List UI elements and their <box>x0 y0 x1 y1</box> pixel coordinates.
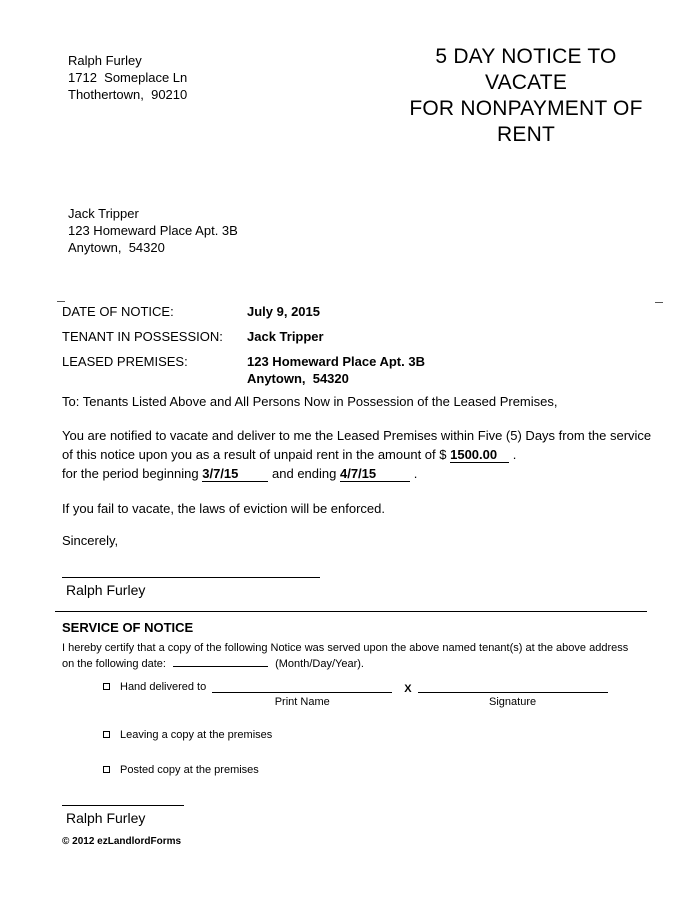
date-of-notice-label: DATE OF NOTICE: <box>62 304 174 319</box>
amount-suffix: . <box>512 447 517 462</box>
field-row-date-of-notice <box>62 303 425 320</box>
landlord-address-line2: Thothertown, 90210 <box>68 87 188 102</box>
print-name-field <box>212 681 392 709</box>
service-of-notice-heading: SERVICE OF NOTICE <box>62 620 194 635</box>
eviction-line: If you fail to vacate, the laws of eviction will be enforced. <box>62 501 386 516</box>
posted-copy-label: Posted copy at the premises <box>120 764 259 776</box>
end-date-blank: 4/7/15 <box>340 466 410 482</box>
signature-blank <box>418 681 608 693</box>
period-text-2: and ending <box>272 466 337 481</box>
tenant-in-possession-label: TENANT IN POSSESSION: <box>62 329 223 344</box>
server-signature-name: Ralph Furley <box>66 810 146 826</box>
landlord-name: Ralph Furley <box>68 53 142 68</box>
landlord-address-block <box>68 52 187 103</box>
landlord-signature-name: Ralph Furley <box>66 582 146 598</box>
fold-mark-left <box>57 301 65 302</box>
print-name-blank <box>212 681 392 693</box>
tenant-in-possession-value: Jack Tripper <box>247 329 324 344</box>
title-line-1: 5 DAY NOTICE TO VACATE <box>435 45 617 94</box>
leased-premises-line1: 123 Homeward Place Apt. 3B <box>247 354 425 369</box>
sincerely-line: Sincerely, <box>62 533 119 548</box>
option-hand-delivered <box>103 681 608 709</box>
tenant-address-block <box>68 205 238 256</box>
tenant-name: Jack Tripper <box>68 206 139 221</box>
copyright-line: © 2012 ezLandlordForms <box>62 836 182 847</box>
leased-premises-label: LEASED PREMISES: <box>62 354 188 369</box>
tenant-address-line2: Anytown, 54320 <box>68 240 165 255</box>
checkbox-icon[interactable] <box>103 766 110 773</box>
notice-text: You are notified to vacate and deliver to me the Leased Premises within Five (5) Days from the service of this notice upon you as a result of unpaid rent in the amount of $ <box>62 428 652 462</box>
leaving-copy-label: Leaving a copy at the premises <box>120 729 273 741</box>
section-divider <box>55 611 647 612</box>
checkbox-icon[interactable] <box>103 731 110 738</box>
signature-field <box>418 681 608 709</box>
date-of-notice-value: July 9, 2015 <box>247 304 320 319</box>
certify-text: I hereby certify that a copy of the following Notice was served upon the above named tenant(s) at the above address on the following date: <box>62 642 629 670</box>
certify-paragraph <box>62 641 630 672</box>
notice-fields <box>62 303 425 395</box>
checkbox-icon[interactable] <box>103 683 110 690</box>
option-posted-copy <box>103 764 259 777</box>
month-day-year-label: (Month/Day/Year). <box>275 658 364 670</box>
begin-date-blank: 3/7/15 <box>202 466 268 482</box>
tenant-address-line1: 123 Homeward Place Apt. 3B <box>68 223 238 238</box>
period-text-1: for the period beginning <box>62 466 199 481</box>
field-row-tenant-in-possession <box>62 328 425 345</box>
hand-delivered-label: Hand delivered to <box>120 681 207 693</box>
landlord-address-line1: 1712 Someplace Ln <box>68 70 188 85</box>
document-title <box>395 44 657 148</box>
fold-mark-right <box>655 302 663 303</box>
server-signature-line <box>62 788 184 806</box>
landlord-signature-line <box>62 560 320 578</box>
service-date-blank <box>173 656 268 667</box>
title-line-2: FOR NONPAYMENT OF RENT <box>409 97 643 146</box>
signature-x-label: X <box>404 683 412 695</box>
to-line: To: Tenants Listed Above and All Persons Now in Possession of the Leased Premises, <box>62 394 558 409</box>
notice-paragraph <box>62 426 652 483</box>
leased-premises-value <box>247 353 425 387</box>
amount-blank: 1500.00 <box>450 447 509 463</box>
leased-premises-line2: Anytown, 54320 <box>247 371 349 386</box>
signature-label: Signature <box>489 696 537 708</box>
print-name-label: Print Name <box>274 696 330 708</box>
period-suffix: . <box>413 466 418 481</box>
field-row-leased-premises <box>62 353 425 387</box>
option-leaving-copy <box>103 729 272 742</box>
